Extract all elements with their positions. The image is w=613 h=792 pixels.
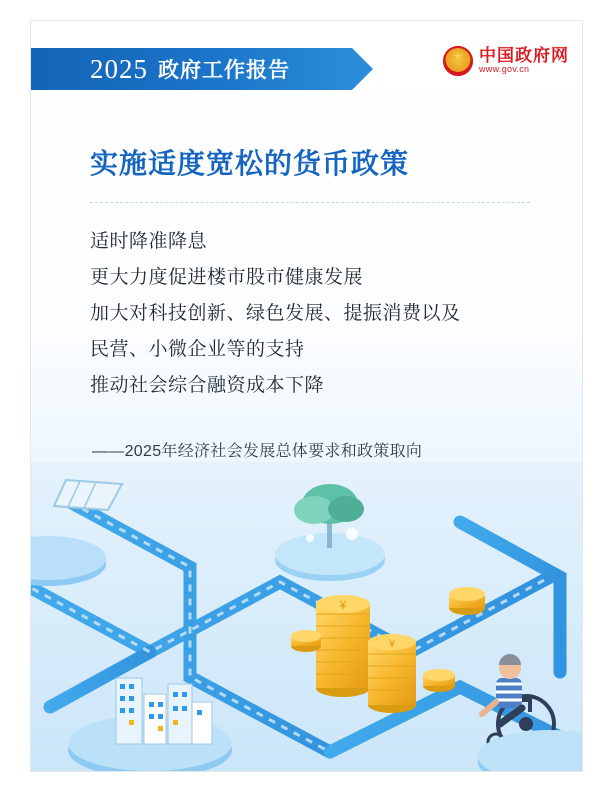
policy-point: 加大对科技创新、绿色发展、提振消费以及	[90, 303, 461, 324]
poster-card	[30, 20, 583, 772]
illustration	[30, 462, 583, 772]
gov-site-url: www.gov.cn	[479, 64, 530, 75]
policy-point: 适时降准降息	[90, 231, 208, 252]
svg-text:¥: ¥	[339, 598, 347, 612]
gov-site-name: 中国政府网	[479, 46, 569, 66]
china-national-emblem-icon	[443, 46, 473, 76]
policy-point: 推动社会综合融资成本下降	[90, 375, 325, 396]
poster-header	[30, 48, 583, 94]
page-title: 实施适度宽松的货币政策	[90, 148, 410, 179]
source-attribution: ——2025年经济社会发展总体要求和政策取向	[92, 443, 423, 460]
gov-logo	[443, 46, 569, 76]
report-year: 2025	[90, 53, 148, 84]
policy-point: 民营、小微企业等的支持	[90, 339, 305, 360]
policy-points-list	[90, 224, 550, 404]
svg-text:¥: ¥	[388, 638, 396, 650]
title-divider	[90, 202, 530, 203]
policy-point: 更大力度促进楼市股市健康发展	[90, 267, 364, 288]
report-title: 政府工作报告	[158, 59, 290, 82]
gov-logo-text	[479, 47, 569, 74]
report-ribbon	[30, 48, 352, 90]
